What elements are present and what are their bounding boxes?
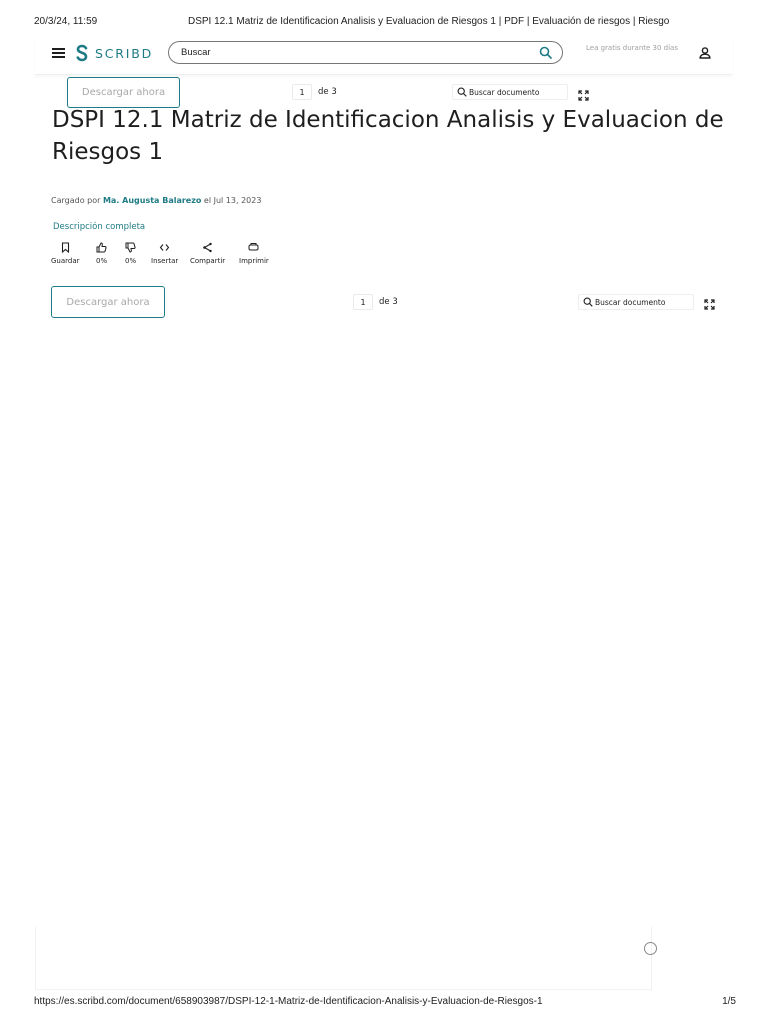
fullscreen-icon[interactable] [704,295,715,314]
document-viewer-frame [35,927,652,990]
like-percentage: 0% [96,257,108,265]
print-button[interactable] [239,242,269,265]
dislike-button[interactable] [125,242,136,265]
upload-prefix: Cargado por [51,196,101,205]
dislike-percentage: 0% [125,257,137,265]
scribd-logo[interactable] [75,43,153,63]
upload-date: el Jul 13, 2023 [203,196,262,205]
print-label: Imprimir [239,257,269,265]
menu-icon[interactable] [52,48,65,58]
circle-icon[interactable] [644,942,657,955]
like-button[interactable] [96,242,107,265]
download-now-button-sticky[interactable]: Descargar ahora [67,77,180,108]
site-search-input[interactable] [179,46,539,59]
print-url: https://es.scribd.com/document/658903987/DSPI-12-1-Matriz-de-Identificacion-Analisis-y-Evaluacion-de-Riesgos-1 [34,996,543,1007]
site-search [168,41,563,64]
page-number-input[interactable]: 1 [353,294,373,310]
thumbs-down-icon [125,242,136,253]
document-search-input[interactable] [595,298,690,307]
share-icon [202,242,213,253]
print-date: 20/3/24, 11:59 [34,16,98,27]
embed-label: Insertar [151,257,179,265]
search-icon [583,297,593,307]
document-search-input-sticky[interactable] [469,88,564,97]
user-account-icon[interactable] [697,45,713,61]
document-title: DSPI 12.1 Matriz de Identificacion Analisis y Evaluacion de Riesgos 1 [52,107,724,165]
page-total-sticky: de 3 [318,87,337,97]
document-search [578,294,694,310]
upload-info [51,196,261,205]
share-button[interactable] [190,242,225,265]
print-page-count: 1/5 [722,996,736,1007]
logo-wordmark: SCRIBD [95,45,154,61]
save-button[interactable] [51,242,80,265]
printer-icon [248,242,259,253]
code-icon [159,242,170,253]
search-icon [457,87,467,97]
save-label: Guardar [51,257,80,265]
embed-button[interactable] [151,242,178,265]
full-description-link[interactable]: Descripción completa [53,222,146,232]
author-link[interactable]: Ma. Augusta Balarezo [102,196,202,205]
search-icon[interactable] [539,46,552,59]
bookmark-icon [60,242,71,253]
scribd-s-icon [75,44,89,62]
thumbs-up-icon [96,242,107,253]
page-total: de 3 [379,297,398,307]
free-trial-link[interactable]: Lea gratis durante 30 días [586,44,678,52]
share-label: Compartir [190,257,226,265]
print-page-title: DSPI 12.1 Matriz de Identificacion Analisis y Evaluacion de Riesgos 1 | PDF | Evaluación de riesgos | Riesgo [188,16,670,27]
page-number-input-sticky[interactable]: 1 [292,84,312,100]
download-now-button[interactable]: Descargar ahora [51,286,165,318]
fullscreen-icon[interactable] [578,86,589,105]
document-search-sticky [452,84,568,100]
